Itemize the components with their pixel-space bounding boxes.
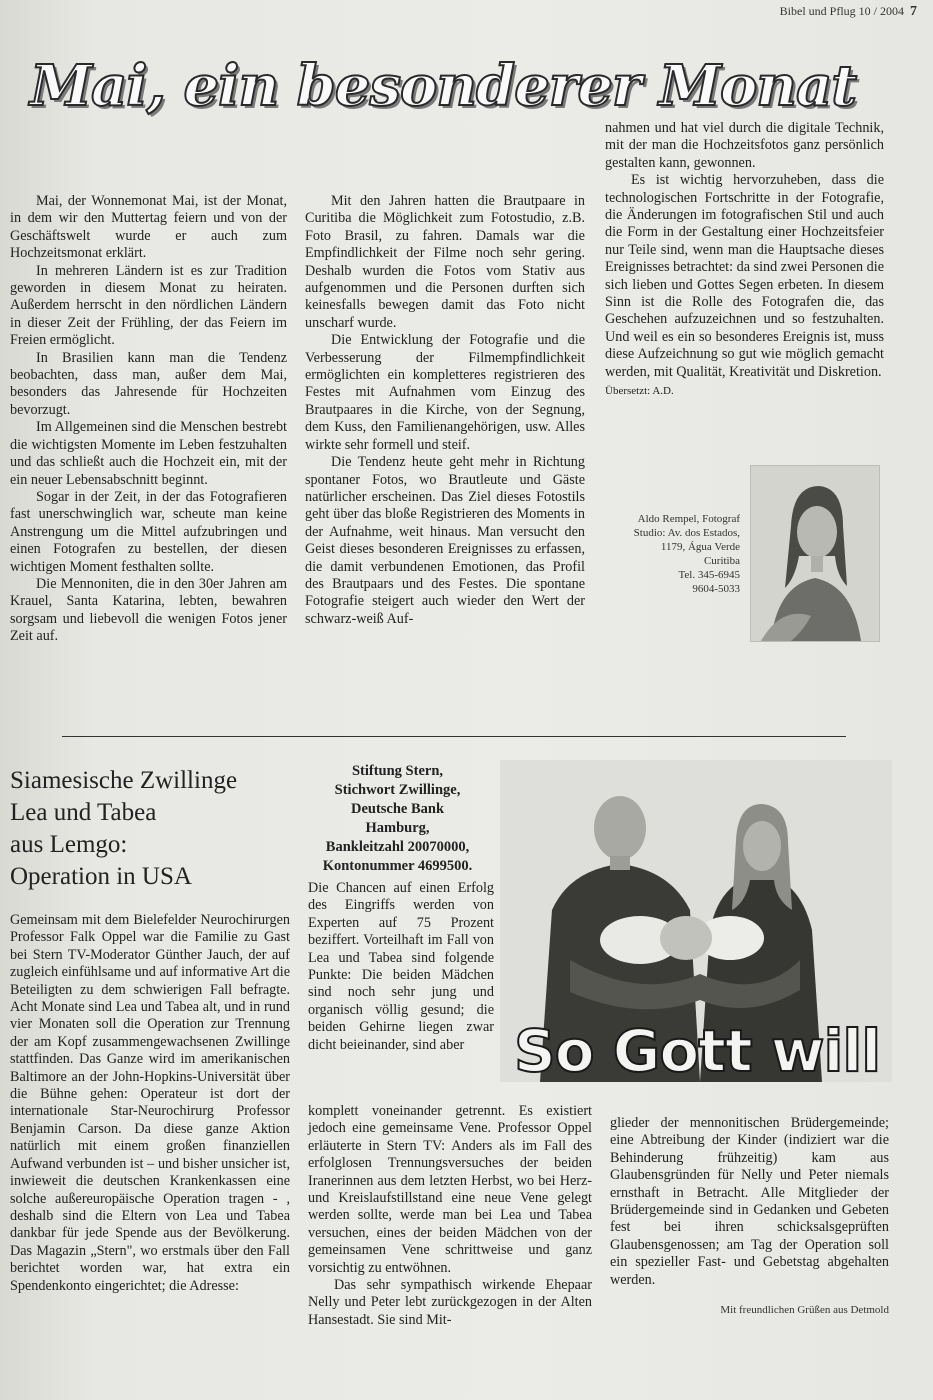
paragraph: Die Mennoniten, die in den 30er Jahren am Krauel, Santa Katarina, lebten, bewahren sorgsam und liebevoll die wenigen Fotos jener Zeit auf. [10,575,287,645]
paragraph: Das sehr sympathisch wirkende Ehepaar Nelly und Peter lebt zurückgezogen in der Alten Hansestadt. Sie sind Mit- [308,1277,592,1328]
article1-column-1 [10,193,287,646]
article2-column-2-bottom [308,1103,592,1329]
paragraph: In Brasilien kann man die Tendenz beobachten, dass man, außer dem Mai, besonders das Jahresende für Hochzeiten bevorzugt. [10,349,287,418]
photographer-portrait [750,465,880,642]
caption-line: Aldo Rempel, Fotograf [637,513,740,525]
caption-line: Curitiba [703,555,740,567]
article-headline: Mai, ein besonderer Monat [30,53,857,119]
bank-line: Kontonummer 4699500. [322,858,473,874]
page-number: 7 [910,4,917,19]
article2-column-3 [610,1115,889,1289]
publication-name: Bibel und Pflug 10 / 2004 [779,4,904,18]
paragraph: Es ist wichtig hervorzuheben, dass die technologischen Fortschritte in der Fotografie, die Änderungen im fotografischen Stil und auch die Form in der Gestaltung einer Hochzeitsfeier nur Teile sind, wenn man die Hauptsache dieses Ereignisses betrachtet: da sind zwei Personen die sich lieben und Gottes Segen erbeten. In diesem Sinn ist die Rolle des Fotografen die, das Geschehen aufzuzeichnen und so festzuhalten. Und weil es ein so besonderes Ereignis ist, muss diese Aufzeichnung so gut wie möglich gemacht werden, mit Qualität, Kreativität und Diskretion. [605,172,884,380]
article2-column-1 [10,912,290,1295]
paragraph: Im Allgemeinen sind die Menschen bestrebt die wichtigsten Momente im Leben festzuhalten und das schließt auch die Hochzeit ein, mit der ein neuer Lebensabschnitt beginnt. [10,419,287,488]
translator-credit: Übersetzt: A.D. [605,385,674,398]
donation-account-box [305,762,490,876]
paragraph: Gemeinsam mit dem Bielefelder Neurochirurgen Professor Falk Oppel war die Familie zu Gast bei Stern TV-Moderator Günther Jauch, der auf zugleich einfühlsame und auf informative Art die Beteiligten zu dem schwierigen Fall befragte. Acht Monate sind Lea und Tabea alt, und in rund vier Monaten soll die Operation zur Trennung der am Kopf zusammengewachsenen Zwillinge stattfinden. Das Ganze wird im amerikanischen Baltimore an der John-Hopkins-Universität über die Bühne gehen: Operateur ist dort der internationale Star-Neurochirurg Professor Benjamin Carson. Da diese ganze Aktion natürlich mit einem großen finanziellen Aufwand verbunden ist – und bisher unsicher ist, inwieweit die deutschen Krankenkassen eine solche außereuropäische Operation tragen - , deshalb sind die Eltern von Lea und Tabea dankbar für jede Spende aus der Bevölkerung. Das Magazin „Stern", wo erstmals über den Fall berichtet worden war, hat extra ein Spendenkonto eingerichtet; die Adresse: [10,912,290,1294]
caption-line: 1179, Água Verde [660,541,740,553]
paragraph: komplett voneinander getrennt. Es existiert jedoch eine gemeinsame Vene. Professor Oppel erläuterte in Stern TV: Anders als im Fall des erfolglosen Trennungsversuches der beiden Iranerinnen aus dem letzten Herbst, wo bei Herz- und Kreislaufstillstand eine neue Vene gelegt werden sollte, werde man bei Lea und Tabea versuchen, eines der beiden Mädchen von der gemeinsamen Vene schrittweise und ganz vorsichtig zu entwöhnen. [308,1103,592,1276]
paragraph: Die Tendenz heute geht mehr in Richtung spontaner Fotos, wo Brautleute und Gäste natürlicher erscheinen. Das Ziel dieses Fotostils geht über das bloße Registrieren des Moments in der Aufnahme, weit hinaus. Man versucht den Geist dieses besonderen Ereignisses zu erfassen, die damit verbundenen Emotionen, das Profil des Brautpaars und des Festes. Die spontane Fotografie steigert auch wieder den Wert der schwarz-weiß Auf- [305,454,585,627]
article1-column-2 [305,193,585,628]
paragraph: Mit den Jahren hatten die Brautpaare in Curitiba die Möglichkeit zum Fotostudio, z.B. Foto Brasil, zu fahren. Damals war die Empfindlichkeit der Filme noch sehr gering. Deshalb wurden die Fotos vom Stativ aus aufgenommen und die Personen durften sich keinesfalls bewegen damit das Foto nicht unscharf wurde. [305,193,585,331]
paragraph: Die Chancen auf einen Erfolg des Eingriffs werden von Experten auf 75 Prozent beziffert. Vorteilhaft im Fall von Lea und Tabea sind folgende Punkte: Die beiden Mädchen sind noch sehr jung und organisch völlig gesund; die beiden Gehirne liegen zwar dicht beieinander, sind aber [308,880,494,1053]
paragraph: Die Entwicklung der Fotografie und die Verbesserung der Filmempfindlichkeit ermöglichten ein kompletteres registrieren des Festes mit Aufnahmen vom Einzug des Brautpaares in die Kirche, von der Segnung, dem Kuss, den Familienangehörigen, usw. Alles wirkte sehr formell und steif. [305,332,585,453]
title-line: Lea und Tabea [10,799,157,826]
photographer-caption [600,512,740,596]
article1-column-3 [605,120,884,401]
photo-overlay-text: So Gott will [514,1017,881,1082]
paragraph: In mehreren Ländern ist es zur Tradition geworden in diesem Monat zu heiraten. Außerdem herrscht in den nördlichen Ländern in dieser Zeit der Frühling, der das Feiern im Freien ermöglicht. [10,262,287,349]
paragraph: glieder der mennonitischen Brüdergemeinde; eine Abtreibung der Kinder (indiziert war die Behinderung frühzeitig) kam aus Glaubensgründen für Nelly und Peter niemals ernsthaft in Betracht. Alle Mitglieder der Brüdergemeinde sind in Gedanken und Gebeten fest bei ihren schicksalsgeprüften Glaubensgenossen; am Tag der Operation soll ein spezieller Fast- und Gebetstag abgehalten werden. [610,1115,889,1288]
article2-column-2-top [308,880,494,1054]
caption-line: 9604-5033 [692,583,740,595]
bank-line: Bankleitzahl 20070000, [325,839,470,855]
parents-with-twins-photo [500,760,892,1082]
bank-line: Stiftung Stern, [351,763,444,779]
bank-line: Stichwort Zwillinge, [334,782,461,798]
title-line: Operation in USA [10,863,192,890]
bank-line: Deutsche Bank [350,801,445,817]
paragraph: nahmen und hat viel durch die digitale Technik, mit der man die Hochzeitsfotos ganz persönlich gestalten kann, gewonnen. [605,120,884,171]
caption-line: Tel. 345-6945 [678,569,740,581]
page-header [780,4,917,20]
title-line: Siamesische Zwillinge [10,767,238,794]
bank-line: Hamburg, [365,820,430,836]
portrait-illustration [751,466,879,641]
caption-line: Studio: Av. dos Estados, [633,527,740,539]
section-divider [62,736,846,737]
paragraph: Sogar in der Zeit, in der das Fotografieren fast unerschwinglich war, scheute man keine Anstrengung um die Mittel aufzubringen und einen Fotografen zu bestellen, der diesen wichtigen Moment festhalten sollte. [10,488,287,575]
title-line: aus Lemgo: [10,831,128,858]
paragraph: Mai, der Wonnemonat Mai, ist der Monat, in dem wir den Muttertag feiern und von der Geschäftswelt wurde er auch zum Hochzeitsmonat erklärt. [10,193,287,262]
closing-greeting: Mit freundlichen Grüßen aus Detmold [720,1304,889,1316]
article2-title [10,765,300,893]
